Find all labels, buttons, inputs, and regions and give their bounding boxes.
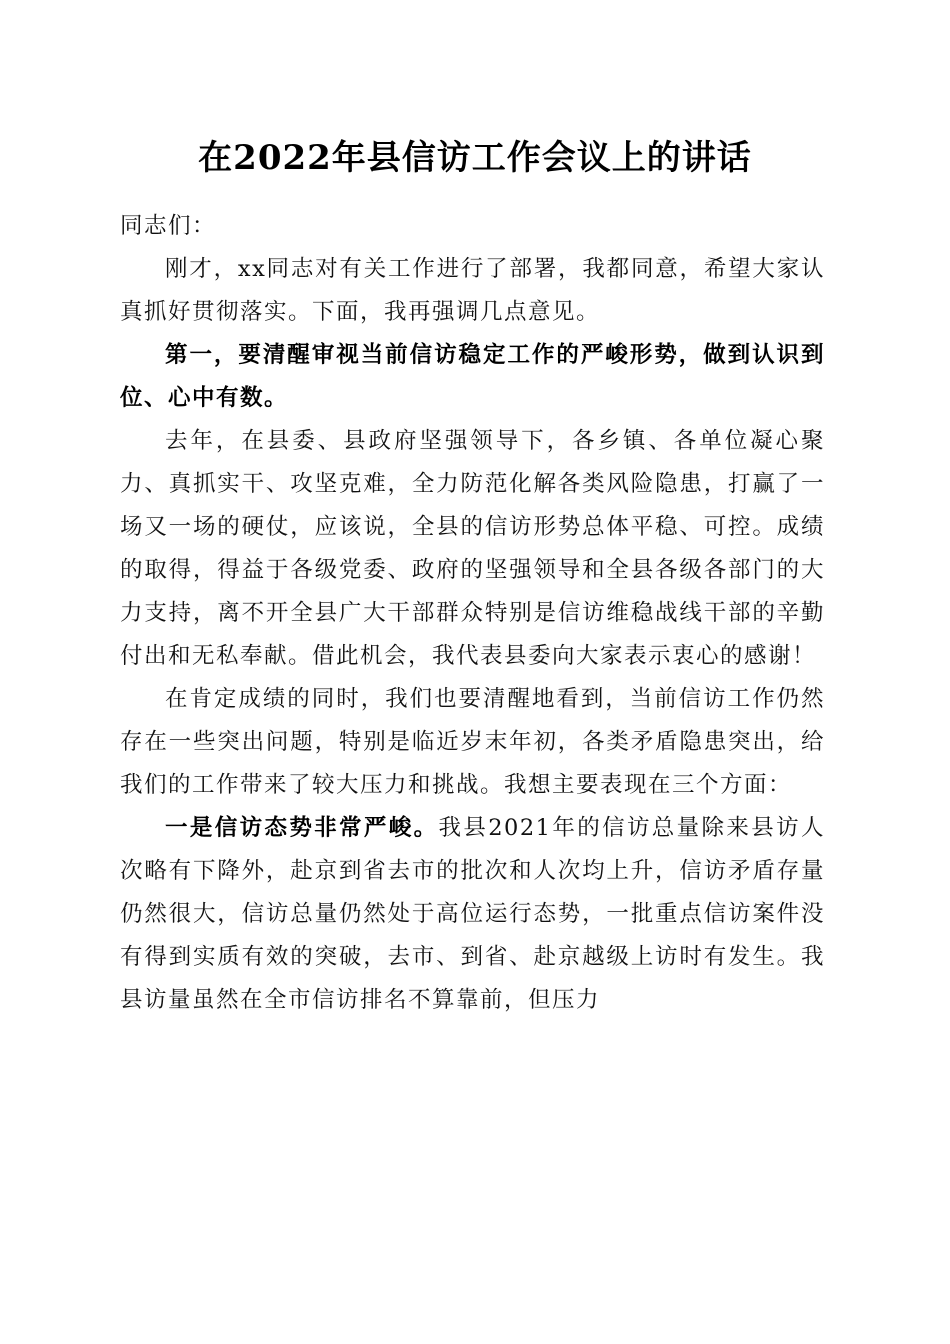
- point-one-heading: 一是信访态势非常严峻。: [165, 815, 439, 841]
- point-one-text: 我县2021年的信访总量除来县访人次略有下降外，赴京到省去市的批次和人次均上升，信访矛盾存量仍然很大，信访总量仍然处于高位运行态势，一批重点信访案件没有得到实质有效的突破，去市、到省、赴京越级上访时有发生。我县访量虽然在全市信访排名不算靠前，但压力: [120, 815, 825, 1013]
- document-title: 在2022年县信访工作会议上的讲话: [198, 138, 752, 178]
- document-body: [120, 205, 825, 1022]
- paragraph-achievements: 去年，在县委、县政府坚强领导下，各乡镇、各单位凝心聚力、真抓实干、攻坚克难，全力防范化解各类风险隐患，打赢了一场又一场的硬仗，应该说，全县的信访形势总体平稳、可控。成绩的取得，得益于各级党委、政府的坚强领导和全县各级各部门的大力支持，离不开全县广大干部群众特别是信访维稳战线干部的辛勤付出和无私奉献。借此机会，我代表县委向大家表示衷心的感谢！: [120, 428, 825, 669]
- section-heading-first: 第一，要清醒审视当前信访稳定工作的严峻形势，做到认识到位、心中有数。: [120, 342, 825, 411]
- paragraph-opening: 刚才，xx同志对有关工作进行了部署，我都同意，希望大家认真抓好贯彻落实。下面，我再强调几点意见。: [120, 256, 825, 325]
- paragraph-problems: 在肯定成绩的同时，我们也要清醒地看到，当前信访工作仍然存在一些突出问题，特别是临近岁末年初，各类矛盾隐患突出，给我们的工作带来了较大压力和挑战。我想主要表现在三个方面：: [120, 686, 825, 798]
- paragraph-point-one: [120, 807, 825, 1022]
- salutation: 同志们：: [120, 213, 217, 239]
